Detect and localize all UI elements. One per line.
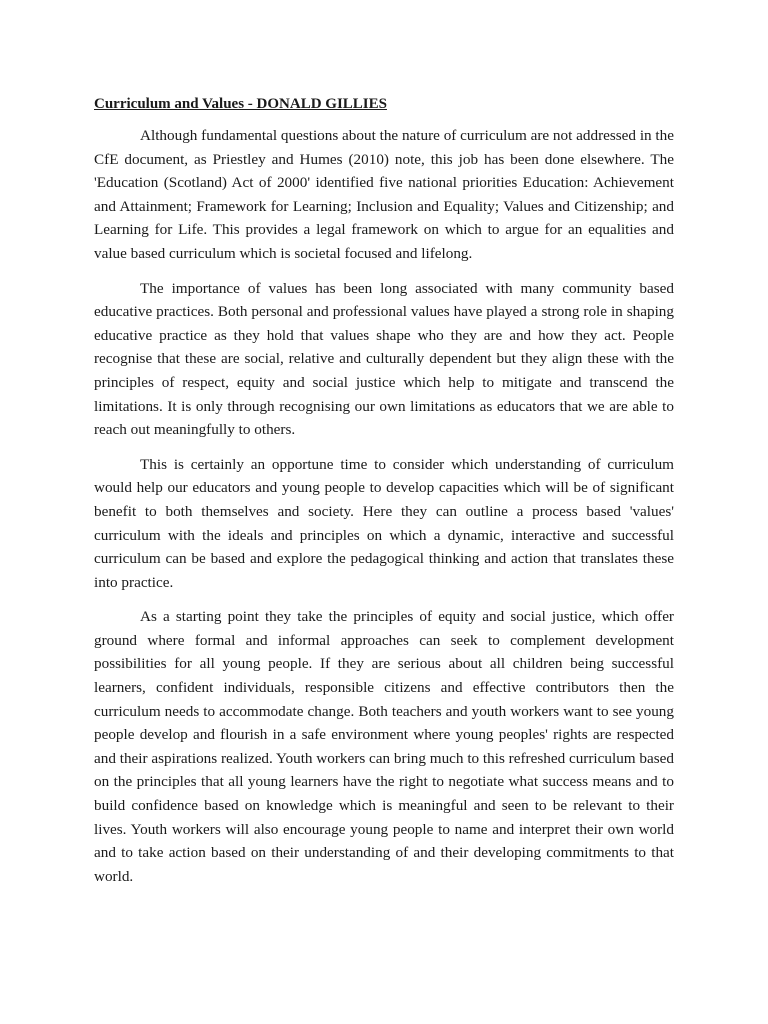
paragraph-2: The importance of values has been long associated with many community based educative practices. Both personal and professional values have played a strong role in shaping educative practice as they hold that values shape who they are and how they act. People recognise that these are social, relative and culturally dependent but they align these with the principles of respect, equity and social justice which help to mitigate and transcend the limitations. It is only through recognising our own limitations as educators that we are able to reach out meaningfully to others. [94, 279, 674, 439]
paragraph-1: Although fundamental questions about the nature of curriculum are not addressed in the CfE document, as Priestley and Humes (2010) note, this job has been done elsewhere. The 'Education (Scotland) Act of 2000' identified five national priorities Education: Achievement and Attainment; Framework for Learning; Inclusion and Equality; Values and Citizenship; and Learning for Life. This provides a legal framework on which to argue for an equalities and value based curriculum which is societal focused and lifelong. [94, 127, 674, 262]
document-page [94, 94, 674, 899]
document-title: Curriculum and Values - DONALD GILLIES [94, 96, 387, 112]
paragraph-3: This is certainly an opportune time to consider which understanding of curriculum would help our educators and young people to develop capacities which will be of significant benefit to both themselves and society. Here they can outline a process based 'values' curriculum with the ideals and principles on which a dynamic, interactive and successful curriculum can be based and explore the pedagogical thinking and action that translates these into practice. [94, 455, 674, 591]
paragraph-4: As a starting point they take the principles of equity and social justice, which offer ground where formal and informal approaches can seek to complement development possibilities for all young people. If they are serious about all children being successful learners, confident individuals, responsible citizens and effective contributors then the curriculum needs to accommodate change. Both teachers and youth workers want to see young people develop and flourish in a safe environment where young peoples' rights are respected and their aspirations realized. Youth workers can bring much to this refreshed curriculum based on the principles that all young learners have the right to negotiate what success means and to build confidence based on knowledge which is meaningful and seen to be relevant to their lives. Youth workers will also encourage young people to name and interpret their own world and to take action based on their understanding of and their developing commitments to that world. [94, 608, 674, 885]
